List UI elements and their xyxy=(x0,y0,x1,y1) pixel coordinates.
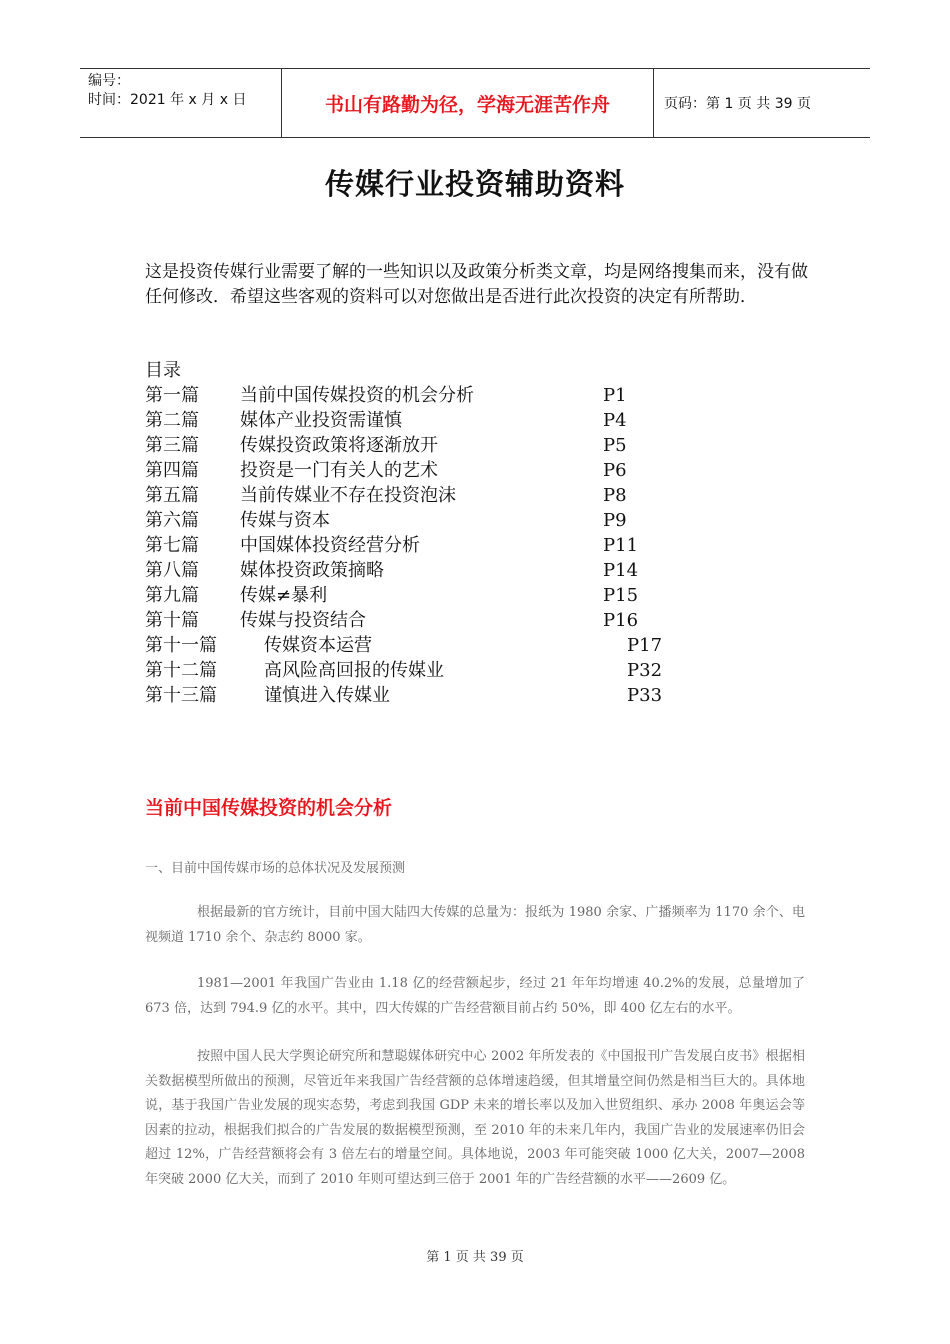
header-meta-cell xyxy=(80,69,282,137)
section-title: 当前中国传媒投资的机会分析 xyxy=(145,797,393,819)
toc-entry-page: P11 xyxy=(603,535,639,556)
toc-entry-title: 传媒投资政策将逐渐放开 xyxy=(240,435,438,456)
toc-entry-number: 第五篇 xyxy=(145,485,199,506)
toc-entry[interactable] xyxy=(145,558,705,583)
page-footer: 第 1 页 共 39 页 xyxy=(426,1250,524,1265)
toc-entry-title: 投资是一门有关人的艺术 xyxy=(240,460,438,481)
toc-entry[interactable] xyxy=(145,383,705,408)
toc-entry[interactable] xyxy=(145,658,705,683)
toc-heading: 目录 xyxy=(145,360,181,381)
body-paragraph: 按照中国人民大学舆论研究所和慧聪媒体研究中心 2002 年所发表的《中国报刊广告发展白皮书》根据相关数据模型所做出的预测，尽管近年来我国广告经营额的总体增速趋缓，但其增量空间仍然是相当巨大的。具体地说，基于我国广告业发展的现实态势，考虑到我国 GDP 未来的增长率以及加入世贸组织、承办 2008 年奥运会等因素的拉动，根据我们拟合的广告发展的数据模型预测，至 2010 年的未来几年内，我国广告业的发展速率仍旧会超过 12%，广告经营额将会有 3 倍左右的增量空间。具体地说，2003 年可能突破 1000 亿大关，2007—2008 年突破 2000 亿大关，而到了 2010 年则可望达到三倍于 2001 年的广告经营额的水平——2609 亿。 xyxy=(145,1049,805,1187)
toc-entry-title: 当前中国传媒投资的机会分析 xyxy=(240,385,474,406)
toc-entry-number: 第十篇 xyxy=(145,610,199,631)
toc-entry-page: P4 xyxy=(603,410,627,431)
body-paragraph: 根据最新的官方统计，目前中国大陆四大传媒的总量为：报纸为 1980 余家、广播频率为 1170 余个、电视频道 1710 余个、杂志约 8000 家。 xyxy=(145,905,805,945)
toc-entry-page: P5 xyxy=(603,435,627,456)
toc-entry-title: 当前传媒业不存在投资泡沫 xyxy=(240,485,456,506)
toc-entry-number: 第六篇 xyxy=(145,510,199,531)
toc-entry-title: 高风险高回报的传媒业 xyxy=(264,660,444,681)
section-subheading: 一、目前中国传媒市场的总体状况及发展预测 xyxy=(145,861,406,876)
toc-entry[interactable] xyxy=(145,608,705,633)
header-page-info: 页码：第 1 页 共 39 页 xyxy=(664,96,811,112)
toc-entry-page: P8 xyxy=(603,485,627,506)
toc-entry[interactable] xyxy=(145,583,705,608)
toc-entry[interactable] xyxy=(145,633,705,658)
toc-entry[interactable] xyxy=(145,533,705,558)
toc-entry-number: 第七篇 xyxy=(145,535,199,556)
table-of-contents xyxy=(145,358,705,708)
intro-paragraph: 这是投资传媒行业需要了解的一些知识以及政策分析类文章，均是网络搜集而来，没有做任何修改．希望这些客观的资料可以对您做出是否进行此次投资的决定有所帮助． xyxy=(145,262,808,307)
date-label: 时间：2021 年 x 月 x 日 xyxy=(88,92,247,108)
toc-entry[interactable] xyxy=(145,408,705,433)
toc-entry-page: P33 xyxy=(627,685,663,706)
toc-entry-title: 谨慎进入传媒业 xyxy=(264,685,390,706)
toc-entry-title: 中国媒体投资经营分析 xyxy=(240,535,420,556)
toc-entry-page: P32 xyxy=(627,660,663,681)
toc-entry[interactable] xyxy=(145,458,705,483)
toc-entry-number: 第四篇 xyxy=(145,460,199,481)
toc-entry-number: 第十一篇 xyxy=(145,635,217,656)
toc-entry-title: 传媒资本运营 xyxy=(264,635,372,656)
toc-entry[interactable] xyxy=(145,433,705,458)
toc-entry-title: 媒体产业投资需谨慎 xyxy=(240,410,402,431)
header-motto: 书山有路勤为径，学海无涯苦作舟 xyxy=(282,69,654,137)
toc-entry-page: P14 xyxy=(603,560,639,581)
document-title: 传媒行业投资辅助资料 xyxy=(324,167,625,201)
toc-entry-number: 第八篇 xyxy=(145,560,199,581)
toc-entry-title: 传媒≠暴利 xyxy=(240,585,328,606)
toc-entry[interactable] xyxy=(145,483,705,508)
toc-entry-number: 第一篇 xyxy=(145,385,199,406)
toc-entry-number: 第十二篇 xyxy=(145,660,217,681)
toc-entry-number: 第十三篇 xyxy=(145,685,217,706)
toc-entry[interactable] xyxy=(145,683,705,708)
toc-entry-page: P15 xyxy=(603,585,639,606)
toc-entry-title: 媒体投资政策摘略 xyxy=(240,560,384,581)
toc-entry[interactable] xyxy=(145,508,705,533)
toc-entry-number: 第九篇 xyxy=(145,585,199,606)
toc-entry-page: P1 xyxy=(603,385,627,406)
toc-entry-number: 第二篇 xyxy=(145,410,199,431)
toc-entry-title: 传媒与资本 xyxy=(240,510,330,531)
toc-entry-title: 传媒与投资结合 xyxy=(240,610,366,631)
toc-entry-page: P17 xyxy=(627,635,663,656)
number-label: 编号： xyxy=(88,73,130,89)
body-paragraph: 1981—2001 年我国广告业由 1.18 亿的经营额起步，经过 21 年年均增速 40.2%的发展，总量增加了 673 倍，达到 794.9 亿的水平。其中，四大传媒的广告经营额目前占约 50%，即 400 亿左右的水平。 xyxy=(145,976,805,1016)
toc-entry-number: 第三篇 xyxy=(145,435,199,456)
toc-entry-page: P16 xyxy=(603,610,639,631)
header-table xyxy=(80,68,870,138)
toc-entry-page: P6 xyxy=(603,460,627,481)
toc-entry-page: P9 xyxy=(603,510,627,531)
